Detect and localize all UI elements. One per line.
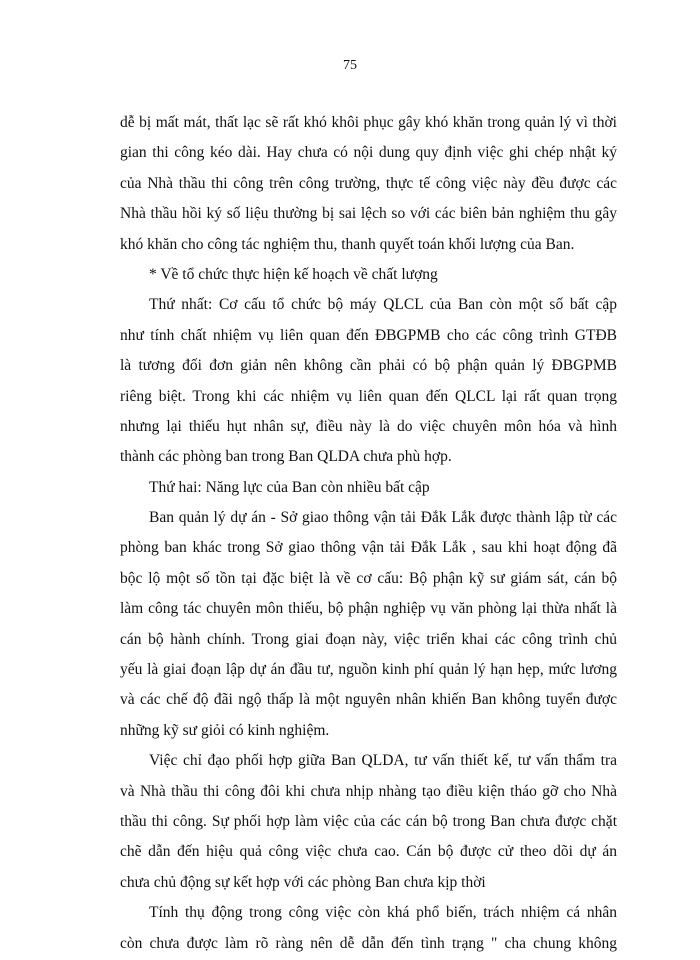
text-line: chưa chủ động sự kết hợp với các phòng Ban chưa kịp thời: [120, 873, 486, 891]
text-line: Tính thụ động trong công việc còn khá phổ biến, trách nhiệm cá nhân: [149, 904, 617, 922]
text-line: dễ bị mất mát, thất lạc sẽ rất khó khôi phục gây khó khăn trong quản lý vì thời: [120, 114, 617, 131]
text-line: yếu là giai đoạn lập dự án đầu tư, nguồn kinh phí quản lý hạn hẹp, mức lương: [120, 661, 617, 679]
text-line: của Nhà thầu thi công trên công trường, thực tế công việc này đều được các: [120, 174, 617, 192]
text-line: và Nhà thầu thi công đôi khi chưa nhịp nhàng tạo điều kiện tháo gỡ cho Nhà: [120, 782, 617, 800]
text-line: Nhà thầu hồi ký số liệu thường bị sai lệch so với các biên bản nghiệm thu gây: [120, 205, 617, 223]
text-line: chẽ dẫn đến hiệu quả công việc chưa cao. Cán bộ được cử theo dõi dự án: [120, 843, 617, 861]
text-line: riêng biệt. Trong khi các nhiệm vụ liên quan đến QLCL lại rất quan trọng: [120, 387, 617, 405]
text-line: Việc chỉ đạo phối hợp giữa Ban QLDA, tư vấn thiết kế, tư vấn thẩm tra: [149, 752, 617, 770]
text-line: Thứ hai: Năng lực của Ban còn nhiều bất cập: [149, 478, 430, 496]
text-line: Ban quản lý dự án - Sở giao thông vận tải Đắk Lắk được thành lập từ các: [149, 509, 617, 527]
text-line: cán bộ hành chính. Trong giai đoạn này, việc triển khai các công trình chủ: [120, 630, 617, 648]
text-line: những kỹ sư giỏi có kinh nghiệm.: [120, 721, 330, 739]
text-line: phòng ban khác trong Sở giao thông vận tải Đắk Lắk , sau khi hoạt động đã: [120, 539, 617, 557]
text-line: như tính chất nhiệm vụ liên quan đến ĐBGPMB cho các công trình GTĐB: [120, 326, 617, 344]
text-line: gian thi công kéo dài. Hay chưa có nội dung quy định việc ghi chép nhật ký: [120, 144, 617, 162]
page-number: 75: [343, 58, 357, 73]
text-line: là tương đối đơn giản nên không cần phải có bộ phận quản lý ĐBGPMB: [120, 357, 617, 375]
text-line: thành các phòng ban trong Ban QLDA chưa phù hợp.: [120, 448, 452, 466]
text-line: * Về tổ chức thực hiện kế hoạch về chất lượng: [149, 265, 438, 283]
text-line: còn chưa được làm rõ ràng nên dễ dẫn đến tình trạng " cha chung không: [120, 934, 617, 952]
body-text: [120, 108, 617, 959]
text-line: nhưng lại thiếu hụt nhân sự, điều này là do việc chuyên môn hóa và hình: [120, 417, 617, 435]
text-line: khó khăn cho công tác nghiệm thu, thanh quyết toán khối lượng của Ban.: [120, 235, 575, 253]
text-line: Thứ nhất: Cơ cấu tổ chức bộ máy QLCL của Ban còn một số bất cập: [149, 296, 617, 314]
text-line: và các chế độ đãi ngộ thấp là một nguyên nhân khiến Ban không tuyển được: [120, 691, 617, 709]
text-line: bộc lộ một số tồn tại đặc biệt là về cơ cấu: Bộ phận kỹ sư giám sát, cán bộ: [120, 569, 617, 587]
text-line: làm công tác chuyên môn thiếu, bộ phận nghiệp vụ văn phòng lại thừa nhất là: [120, 600, 617, 618]
text-line: thầu thi công. Sự phối hợp làm việc của các cán bộ trong Ban chưa được chặt: [120, 812, 617, 830]
